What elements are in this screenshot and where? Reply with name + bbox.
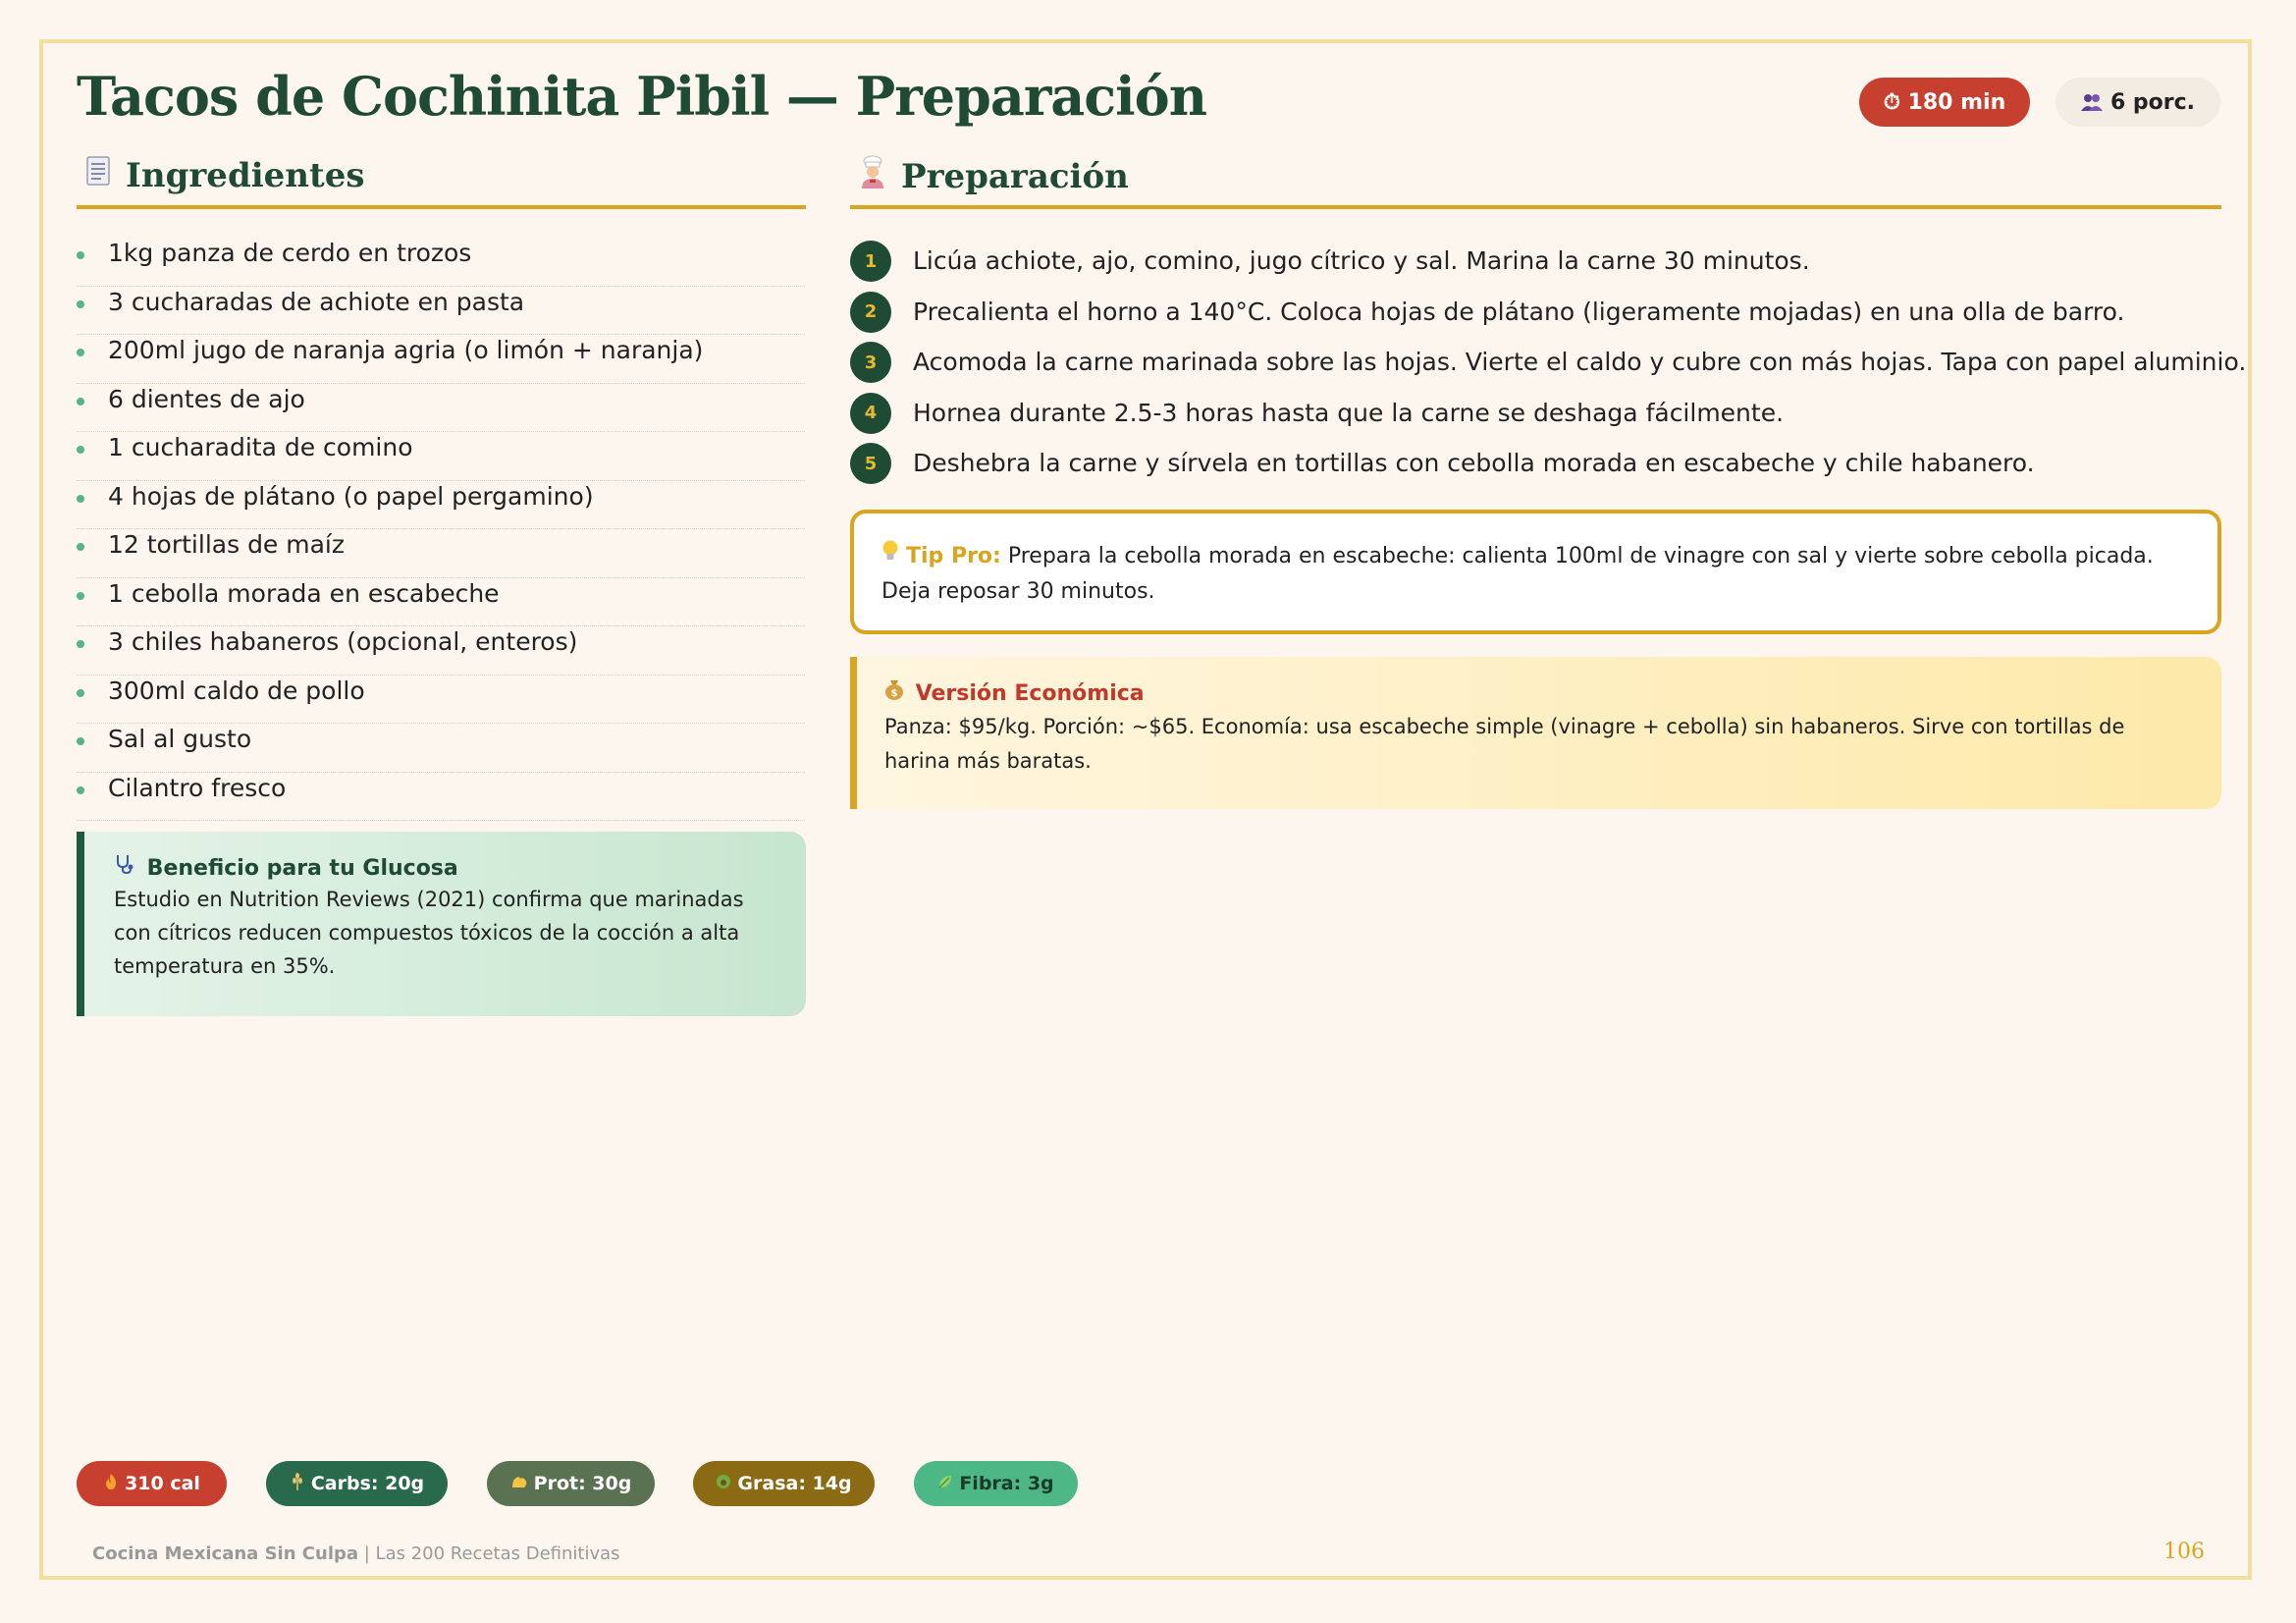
benefit-text: Estudio en Nutrition Reviews (2021) confirma que marinadas con cítricos reducen compuestos tóxicos de la cocción a alta temperatura en 35%.: [114, 888, 744, 978]
step-text: Deshebra la carne y sírvela en tortillas con cebolla morada en escabeche y chile habanero.: [913, 449, 2035, 477]
svg-text:$: $: [890, 688, 898, 699]
footer-subtitle: | Las 200 Recetas Definitivas: [358, 1543, 620, 1564]
page-number: 106: [2163, 1540, 2205, 1564]
step-item: [850, 443, 2224, 494]
step-number: 5: [850, 443, 891, 484]
ingredient-item: 6 dientes de ajo: [77, 385, 805, 433]
footer-brand: Cocina Mexicana Sin Culpa: [92, 1543, 359, 1564]
economy-text: Panza: $95/kg. Porción: ~$65. Economía: usa escabeche simple (vinagre + cebolla) sin habaneros. Sirve con tortillas de harina más baratas.: [884, 715, 2125, 773]
step-item: [850, 342, 2247, 393]
step-item: [850, 292, 2224, 343]
protein-badge: Prot: 30g: [487, 1461, 655, 1506]
step-text: Licúa achiote, ajo, comino, jugo cítrico y sal. Marina la carne 30 minutos.: [913, 246, 1810, 275]
step-text: Precalienta el horno a 140°C. Coloca hojas de plátano (ligeramente mojadas) en una olla de barro.: [913, 297, 2125, 326]
wheat-icon: [290, 1473, 305, 1495]
time-badge: ⏱ 180 min: [1859, 78, 2030, 127]
ingredient-item: 1 cucharadita de comino: [77, 433, 805, 481]
chef-icon: [858, 155, 887, 197]
preparation-heading-text: Preparación: [901, 156, 1129, 196]
avocado-icon: [716, 1473, 731, 1494]
fire-icon: [103, 1473, 119, 1495]
footer: [92, 1543, 620, 1564]
ingredient-item: Cilantro fresco: [77, 774, 805, 822]
ingredient-item: 300ml caldo de pollo: [77, 676, 805, 725]
servings-badge: [2056, 78, 2220, 127]
preparation-heading: [858, 155, 1129, 197]
fat-badge: Grasa: 14g: [693, 1461, 875, 1506]
tip-label: Tip Pro:: [906, 544, 1001, 568]
ingredients-list: [77, 239, 805, 822]
servings-text: 6 porc.: [2109, 89, 2196, 115]
ingredient-item: Sal al gusto: [77, 725, 805, 773]
page-title: Tacos de Cochinita Pibil — Preparación: [77, 65, 1206, 128]
step-text: Acomoda la carne marinada sobre las hojas. Vierte el caldo y cubre con más hojas. Tapa con papel aluminio.: [913, 348, 2247, 376]
people-icon: [2081, 93, 2103, 111]
benefit-title: Beneficio para tu Glucosa: [114, 853, 776, 881]
muscle-icon: [510, 1473, 528, 1494]
pro-tip-box: [850, 510, 2221, 634]
step-number: 4: [850, 393, 891, 434]
carbs-badge: Carbs: 20g: [266, 1461, 448, 1506]
step-number: 3: [850, 342, 891, 383]
tip-text: Prepara la cebolla morada en escabeche: calienta 100ml de vinagre con sal y vierte sobre cebolla picada. Deja reposar 30 minutos.: [881, 544, 2154, 604]
step-number: 1: [850, 241, 891, 282]
step-number: 2: [850, 292, 891, 333]
ingredient-item: 1kg panza de cerdo en trozos: [77, 239, 805, 287]
preparation-steps: [850, 241, 2247, 494]
calories-badge: 310 cal: [77, 1461, 227, 1506]
ingredient-item: 3 cucharadas de achiote en pasta: [77, 288, 805, 336]
glucose-benefit-box: [77, 832, 806, 1016]
ingredients-divider: [77, 205, 806, 209]
economy-title: $ Versión Económica: [884, 678, 2194, 706]
money-bag-icon: [884, 678, 904, 706]
stethoscope-icon: [114, 853, 135, 881]
economy-version-box: [850, 657, 2221, 809]
ingredient-item: 4 hojas de plátano (o papel pergamino): [77, 482, 805, 530]
step-text: Hornea durante 2.5-3 horas hasta que la carne se deshaga fácilmente.: [913, 398, 1785, 427]
fiber-badge: Fibra: 3g: [914, 1461, 1078, 1506]
ingredient-item: 12 tortillas de maíz: [77, 530, 805, 578]
preparation-divider: [850, 205, 2221, 209]
ingredient-item: 1 cebolla morada en escabeche: [77, 579, 805, 627]
leaf-icon: [937, 1473, 953, 1494]
ingredient-item: 3 chiles habaneros (opcional, enteros): [77, 627, 805, 676]
ingredient-item: 200ml jugo de naranja agria (o limón + naranja): [77, 336, 805, 384]
lightbulb-icon: [881, 539, 899, 574]
step-item: [850, 241, 2224, 292]
scroll-icon: [84, 155, 112, 195]
step-item: [850, 393, 2224, 444]
ingredients-heading-text: Ingredientes: [126, 155, 365, 195]
ingredients-heading: [84, 155, 364, 195]
